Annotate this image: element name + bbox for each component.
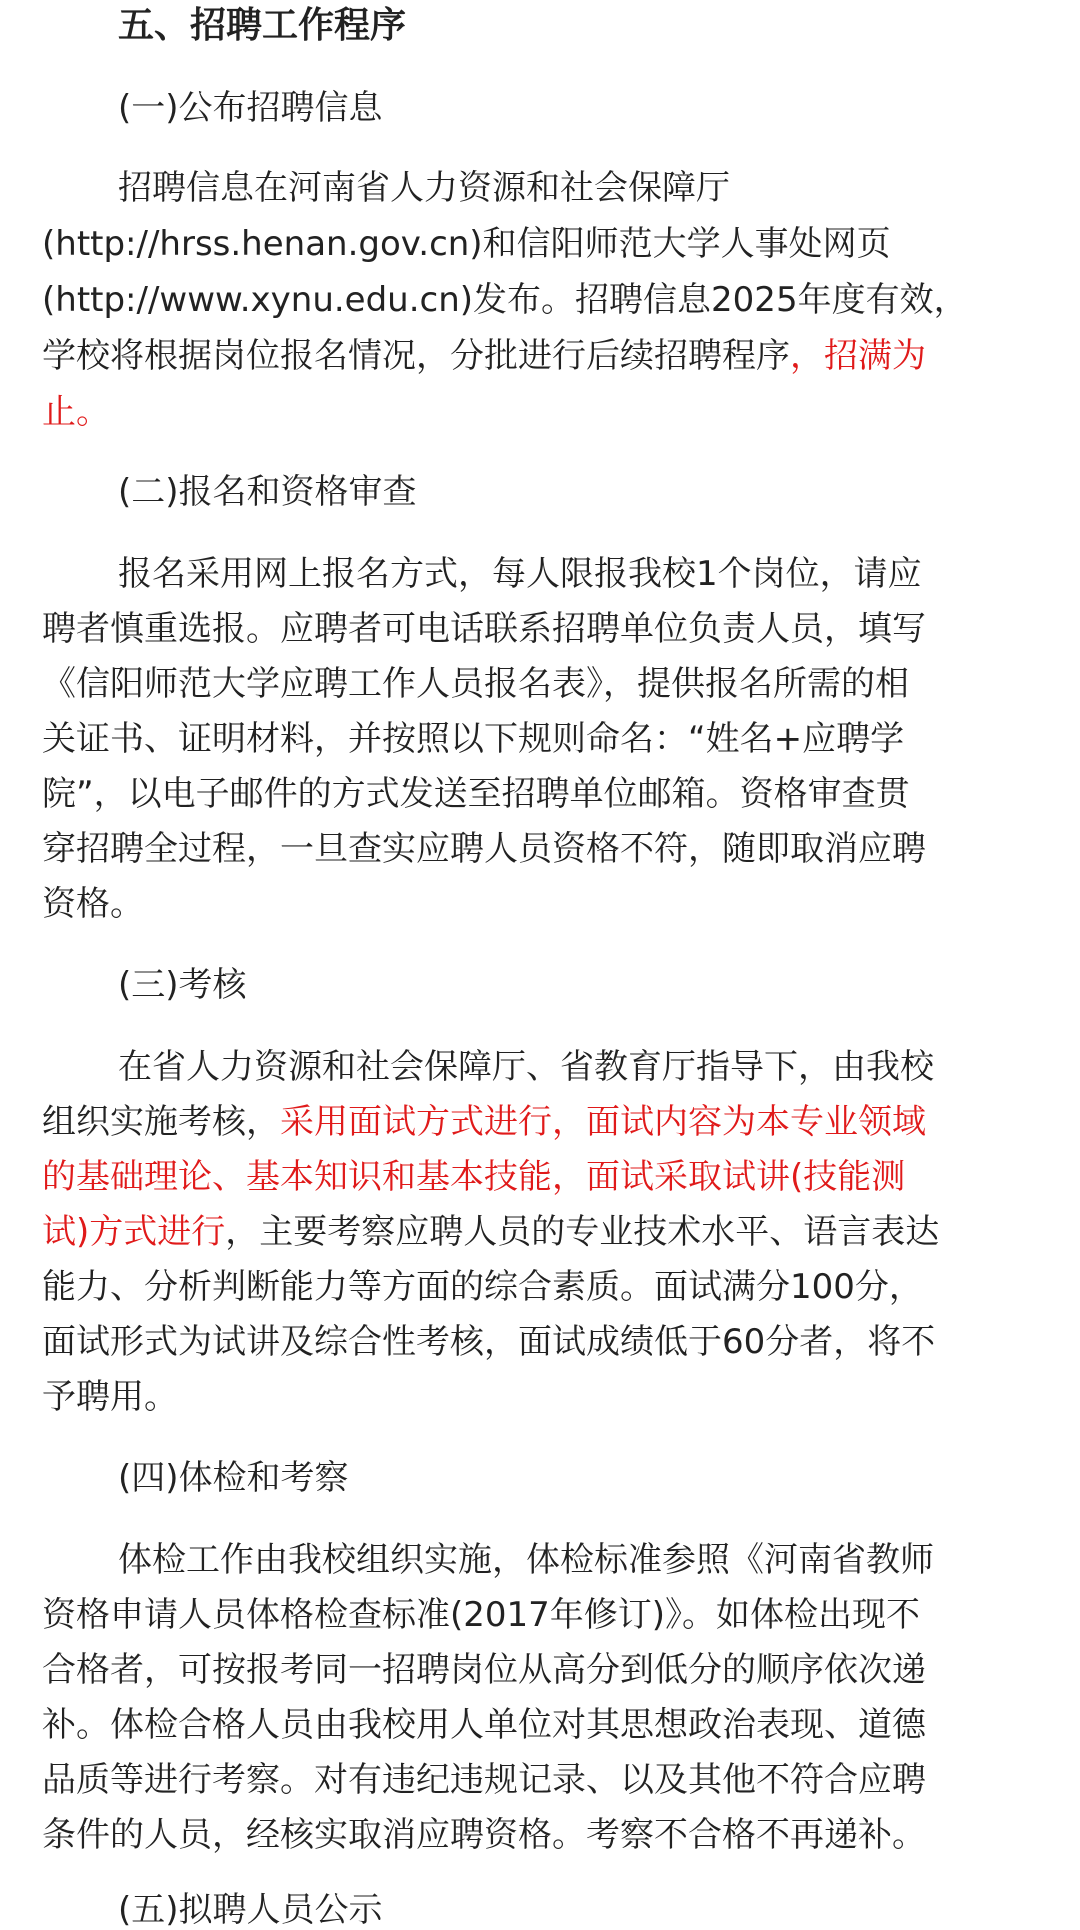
paragraph-line: 资格。 bbox=[42, 884, 144, 924]
paragraph-line: 品质等进行考察。对有违纪违规记录、以及其他不符合应聘 bbox=[42, 1760, 926, 1800]
paragraph-line: 关证书、证明材料，并按照以下规则命名：“姓名+应聘学 bbox=[42, 719, 905, 759]
paragraph-line: 《信阳师范大学应聘工作人员报名表》，提供报名所需的相 bbox=[42, 664, 909, 704]
paragraph-line: 予聘用。 bbox=[42, 1377, 178, 1417]
text-run: 组织实施考核， bbox=[42, 1102, 280, 1142]
paragraph-line bbox=[42, 1212, 939, 1252]
paragraph-line: (http://www.xynu.edu.cn)发布。招聘信息2025年度有效， bbox=[42, 280, 968, 320]
highlight-text: ，招满为 bbox=[790, 336, 926, 376]
subheading-assessment: (三)考核 bbox=[118, 965, 247, 1005]
paragraph-line: 穿招聘全过程，一旦查实应聘人员资格不符，随即取消应聘 bbox=[42, 829, 926, 869]
text-run: 学校将根据岗位报名情况，分批进行后续招聘程序 bbox=[42, 336, 790, 376]
paragraph-line: 报名采用网上报名方式，每人限报我校1个岗位，请应 bbox=[118, 554, 922, 594]
paragraph-line: 招聘信息在河南省人力资源和社会保障厅 bbox=[118, 168, 730, 208]
highlight-line: 的基础理论、基本知识和基本技能，面试采取试讲(技能测 bbox=[42, 1157, 906, 1197]
paragraph-line: 补。体检合格人员由我校用人单位对其思想政治表现、道德 bbox=[42, 1705, 926, 1745]
paragraph-line bbox=[42, 1102, 926, 1142]
highlight-text: 试)方式进行 bbox=[42, 1212, 226, 1252]
subheading-publish: (一)公布招聘信息 bbox=[118, 88, 383, 128]
paragraph-line: 聘者慎重选报。应聘者可电话联系招聘单位负责人员，填写 bbox=[42, 609, 926, 649]
subheading-registration: (二)报名和资格审查 bbox=[118, 472, 417, 512]
subheading-medical: (四)体检和考察 bbox=[118, 1458, 349, 1498]
paragraph-line: 在省人力资源和社会保障厅、省教育厅指导下，由我校 bbox=[118, 1047, 934, 1087]
paragraph-line: 院”，以电子邮件的方式发送至招聘单位邮箱。资格审查贯 bbox=[42, 774, 910, 814]
paragraph-line: (http://hrss.henan.gov.cn)和信阳师范大学人事处网页 bbox=[42, 224, 891, 264]
paragraph-line: 面试形式为试讲及综合性考核，面试成绩低于60分者，将不 bbox=[42, 1322, 936, 1362]
text-run: ，主要考察应聘人员的专业技术水平、语言表达 bbox=[225, 1212, 940, 1252]
highlight-text: 采用面试方式进行，面试内容为本专业领域 bbox=[280, 1102, 926, 1142]
paragraph-line: 资格申请人员体格检查标准(2017年修订)》。如体检出现不 bbox=[42, 1595, 921, 1635]
subheading-publicity: (五)拟聘人员公示 bbox=[118, 1890, 383, 1930]
paragraph-line: 体检工作由我校组织实施，体检标准参照《河南省教师 bbox=[118, 1540, 934, 1580]
paragraph-line: 条件的人员，经核实取消应聘资格。考察不合格不再递补。 bbox=[42, 1815, 926, 1855]
highlight-line: 止。 bbox=[42, 392, 110, 432]
section-title: 五、招聘工作程序 bbox=[118, 5, 407, 46]
paragraph-line: 合格者，可按报考同一招聘岗位从高分到低分的顺序依次递 bbox=[42, 1650, 926, 1690]
paragraph-line bbox=[42, 336, 926, 376]
paragraph-line: 能力、分析判断能力等方面的综合素质。面试满分100分， bbox=[42, 1267, 923, 1307]
